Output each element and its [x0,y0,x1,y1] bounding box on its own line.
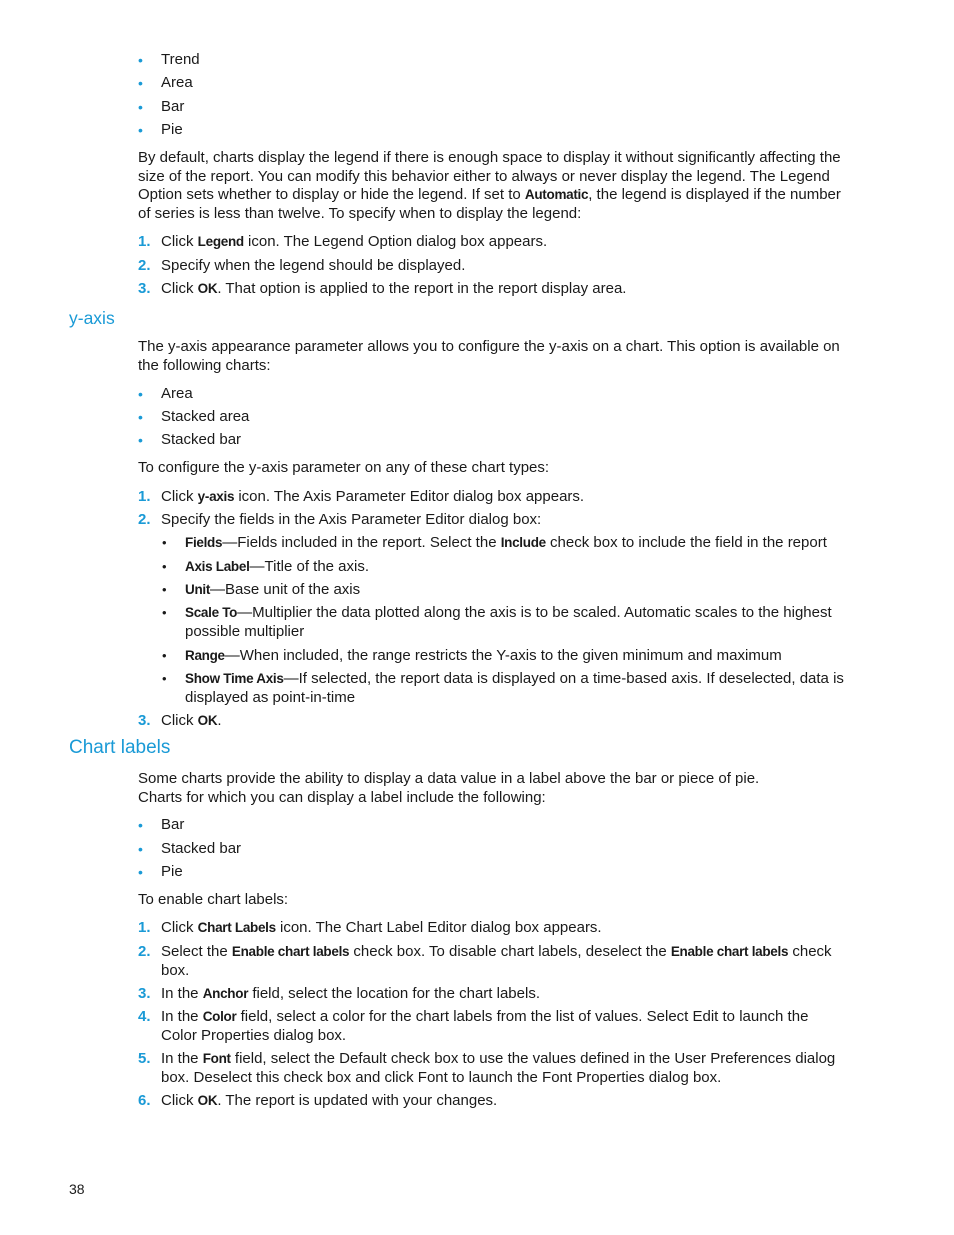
legend-step-3: 3. Click OK. That option is applied to the report in the report display area. [138,280,627,297]
yaxis-subitem-unit: • Unit—Base unit of the axis [162,581,361,598]
bullet-icon: • [138,432,143,448]
yaxis-subitem-axis-label: • Axis Label—Title of the axis. [162,558,370,575]
bullet-icon: • [162,648,167,663]
chart-labels-step-5: 5. In the Font field, select the Default check box to use the values defined in the User Preferences dialog box. Deselect this check box and click Font to launch the Font Properties dialog box. [138,1050,836,1086]
bullet-icon: • [162,559,167,574]
chart-labels-intro: Some charts provide the ability to display a data value in a label above the bar or piece of pie. Charts for which you can display a label include the following: [138,770,760,806]
section-heading-chart-labels: Chart labels [69,737,171,758]
chart-labels-step-1: 1. Click Chart Labels icon. The Chart Label Editor dialog box appears. [138,919,602,936]
bullet-icon: • [138,817,143,833]
yaxis-step-2: 2. Specify the fields in the Axis Parameter Editor dialog box: [138,511,542,528]
yaxis-subitem-fields: • Fields—Fields included in the report. Select the Include check box to include the field in the report [162,534,827,551]
yaxis-subitem-scale-to: • Scale To—Multiplier the data plotted along the axis is to be scaled. Automatic scales to the highest possible multiplier [162,604,832,640]
bullet-icon: • [138,52,143,68]
bullet-icon: • [138,99,143,115]
chart-labels-enable-text: To enable chart labels: [138,891,289,908]
bullet-icon: • [138,122,143,138]
chart-labels-step-4: 4. In the Color field, select a color for the chart labels from the list of values. Select Edit to launch the Color Properties dialog box. [138,1008,809,1044]
bullet-icon: • [162,671,167,686]
yaxis-subitem-range: • Range—When included, the range restricts the Y-axis to the given minimum and maximum [162,647,782,664]
yaxis-step-3: 3. Click OK. [138,712,222,729]
yaxis-subitem-show-time-axis: • Show Time Axis—If selected, the report data is displayed on a time-based axis. If deselected, data is displayed as point-in-time [162,670,844,706]
legend-step-1: 1. Click Legend icon. The Legend Option dialog box appears. [138,233,548,250]
bullet-icon: • [138,841,143,857]
bullet-icon: • [138,409,143,425]
yaxis-configure-text: To configure the y-axis parameter on any of these chart types: [138,459,550,476]
chart-labels-step-3: 3. In the Anchor field, select the location for the chart labels. [138,985,540,1002]
chart-labels-step-2: 2. Select the Enable chart labels check box. To disable chart labels, deselect the Enable chart labels check box. [138,943,832,979]
section-heading-yaxis: y-axis [69,308,115,328]
page-number: 38 [69,1181,85,1197]
chart-labels-step-6: 6. Click OK. The report is updated with your changes. [138,1092,498,1109]
bullet-icon: • [138,386,143,402]
bullet-icon: • [162,605,167,620]
bullet-icon: • [138,75,143,91]
bullet-icon: • [162,535,167,550]
yaxis-intro: The y-axis appearance parameter allows you to configure the y-axis on a chart. This option is available on the following charts: [138,338,840,374]
bullet-icon: • [162,582,167,597]
legend-step-2: 2. Specify when the legend should be displayed. [138,257,466,274]
bullet-icon: • [138,864,143,880]
yaxis-step-1: 1. Click y-axis icon. The Axis Parameter Editor dialog box appears. [138,488,585,505]
legend-paragraph: By default, charts display the legend if there is enough space to display it without significantly affecting the size of the report. You can modify this behavior either to always or never display the legend. The Legend Option sets whether to display or hide the legend. If set to Automatic, the legend is displayed if the number of series is less than twelve. To specify when to display the legend: [138,149,841,222]
